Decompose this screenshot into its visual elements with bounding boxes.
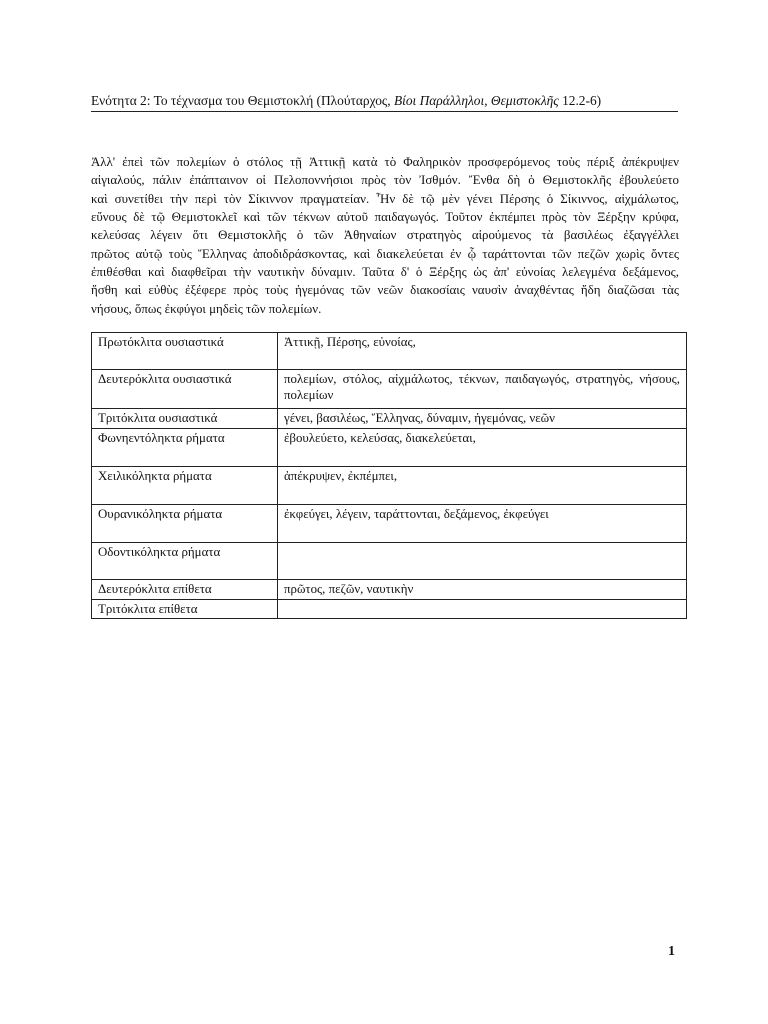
heading-separator: , <box>484 93 491 108</box>
passage-line: ἥσθη καὶ εὐθὺς ἐξέφερε πρὸς τοὺς ἡγεμόνας τῶν νεῶν διακοσίαις ναυσὶν ἀναχθέντας ἤδη διαζῶσαι τὰς <box>91 283 679 298</box>
heading-prefix: Ενότητα 2: Το τέχνασμα του Θεμιστοκλή (Πλούταρχος, <box>91 93 394 108</box>
items-cell: γένει, βασιλέως, Ἕλληνας, δύναμιν, ἡγεμόνας, νεῶν <box>278 409 687 429</box>
items-cell: πρῶτος, πεζῶν, ναυτικὴν <box>278 580 687 600</box>
category-cell: Φωνηεντόληκτα ρήματα <box>92 429 278 467</box>
passage-line: καὶ συνετίθει τὴν περὶ τὸν Σίκιννον πραγματείαν. Ἦν δὲ τῷ μὲν γένει Πέρσης ὁ Σίκιννος, αἰχμάλωτος, <box>91 191 679 206</box>
table-row <box>92 370 687 409</box>
items-cell: ἐκφεύγει, λέγειν, ταράττονται, δεξάμενος, ἐκφεύγει <box>278 505 687 543</box>
items-cell: Ἀττικῇ, Πέρσης, εὐνοίας, <box>278 333 687 370</box>
table-row <box>92 333 687 370</box>
passage-line: κελεύσας λέγειν ὅτι Θεμιστοκλῆς ὁ τῶν Ἀθηναίων στρατηγὸς αἱρούμενος τὰ βασιλέως ἐξαγγέλλει <box>91 228 679 243</box>
grammar-classification-table <box>91 332 687 619</box>
passage-line: εὔνους δὲ τῷ Θεμιστοκλεῖ καὶ τῶν τέκνων αὐτοῦ παιδαγωγός. Τοῦτον ἐκπέμπει πρὸς τὸν Ξέρξην κρύφα, <box>91 210 679 225</box>
items-cell <box>278 543 687 580</box>
category-cell: Δευτερόκλιτα επίθετα <box>92 580 278 600</box>
table-row <box>92 543 687 580</box>
items-cell: πολεμίων, στόλος, αἰχμάλωτος, τέκνων, παιδαγωγός, στρατηγὸς, νήσους, πολεμίων <box>278 370 687 409</box>
section-heading <box>91 92 678 112</box>
table-row <box>92 409 687 429</box>
category-cell: Τριτόκλιτα επίθετα <box>92 600 278 619</box>
greek-passage <box>91 153 679 318</box>
items-cell <box>278 600 687 619</box>
table-row <box>92 600 687 619</box>
heading-life-title: Θεμιστοκλῆς <box>490 93 559 108</box>
table-row <box>92 467 687 505</box>
page-number: 1 <box>668 944 675 959</box>
passage-line: αἰγιαλούς, πάλιν ἐπάπταινον οἱ Πελοποννήσιοι πρὸς τὸν Ἰσθμόν. Ἔνθα δὴ ὁ Θεμιστοκλῆς ἐβουλεύετο <box>91 173 679 188</box>
category-cell: Χειλικόληκτα ρήματα <box>92 467 278 505</box>
category-cell: Οδοντικόληκτα ρήματα <box>92 543 278 580</box>
items-cell: ἀπέκρυψεν, ἐκπέμπει, <box>278 467 687 505</box>
category-cell: Πρωτόκλιτα ουσιαστικά <box>92 333 278 370</box>
heading-reference: 12.2-6) <box>558 93 602 108</box>
table-row <box>92 580 687 600</box>
category-cell: Ουρανικόληκτα ρήματα <box>92 505 278 543</box>
passage-line: νήσους, ὅπως ἐκφύγοι μηδεὶς τῶν πολεμίων. <box>91 301 322 316</box>
passage-line: Ἀλλ' ἐπεὶ τῶν πολεμίων ὁ στόλος τῇ Ἀττικῇ κατὰ τὸ Φαληρικὸν προσφερόμενος τοὺς πέριξ ἀπέκρυψεν <box>91 155 679 169</box>
passage-line: πρῶτος αὐτῷ τοὺς Ἕλληνας ἀποδιδράσκοντας, καὶ διακελεύεται ἐν ᾧ ταράττονται τῶν πεζῶν χωρὶς ὄντες <box>91 246 679 261</box>
passage-line: ἐπιθέσθαι καὶ διαφθεῖραι τὴν ναυτικὴν δύναμιν. Ταῦτα δ' ὁ Ξέρξης ὡς ἀπ' εὐνοίας λελεγμένα δεξάμενος, <box>91 265 679 280</box>
items-cell: ἐβουλεύετο, κελεύσας, διακελεύεται, <box>278 429 687 467</box>
category-cell: Δευτερόκλιτα ουσιαστικά <box>92 370 278 409</box>
category-cell: Τριτόκλιτα ουσιαστικά <box>92 409 278 429</box>
table-row <box>92 505 687 543</box>
heading-work-title: Βίοι Παράλληλοι <box>393 93 485 108</box>
table-row <box>92 429 687 467</box>
